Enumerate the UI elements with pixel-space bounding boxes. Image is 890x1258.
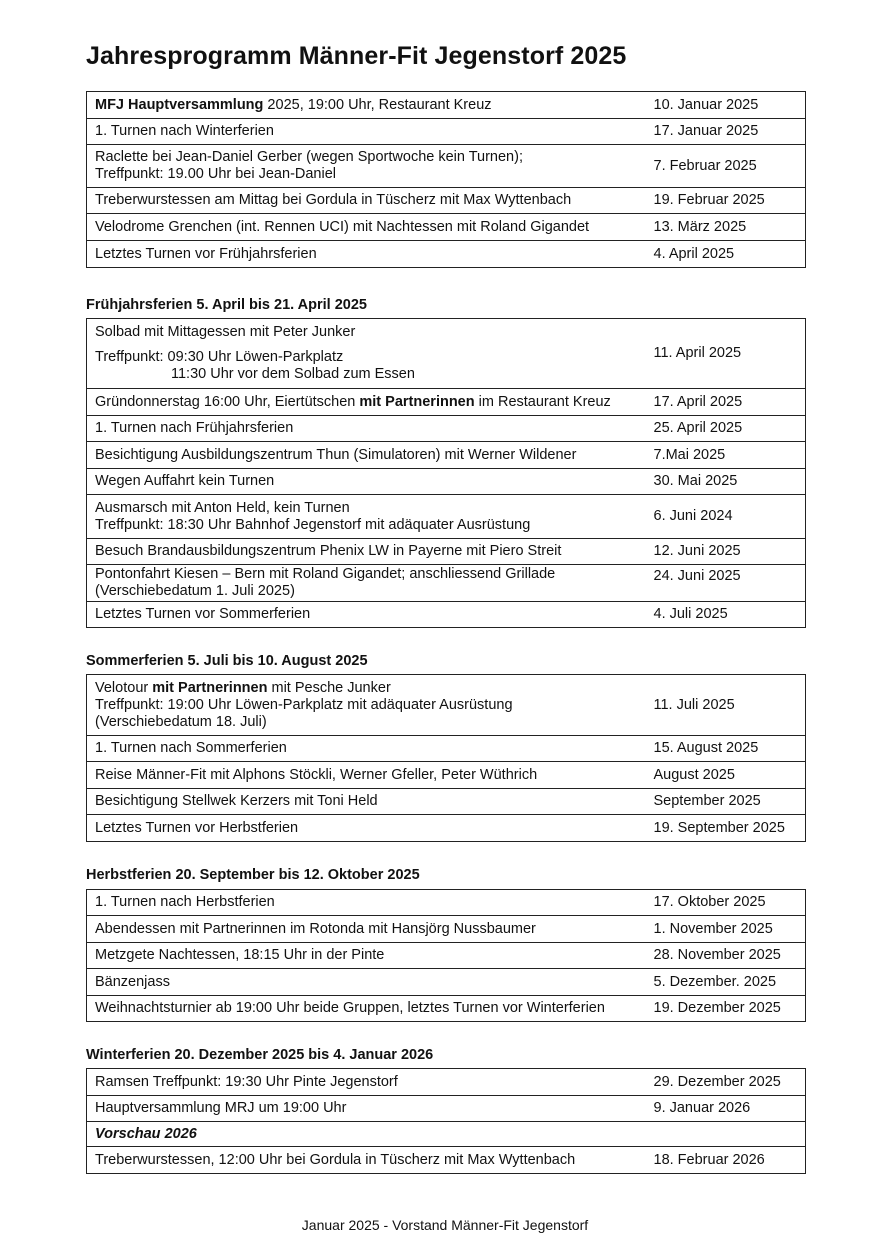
line-spacer <box>95 341 640 349</box>
event-detail: Gründonnerstag 16:00 Uhr, Eiertütschen <box>95 393 360 410</box>
preview-label-cell <box>87 1122 648 1147</box>
event-date: 13. März 2025 <box>648 214 806 241</box>
empty-date-cell <box>648 1122 806 1147</box>
table-row <box>87 996 806 1022</box>
event-description: 1. Turnen nach Frühjahrsferien <box>87 416 648 442</box>
event-line: 11:30 Uhr vor dem Solbad zum Essen <box>171 366 415 382</box>
event-description <box>87 145 648 188</box>
table-row <box>87 762 806 789</box>
event-description: Velodrome Grenchen (int. Rennen UCI) mit Nachtessen mit Roland Gigandet <box>87 214 648 241</box>
section-heading-fruehjahr: Frühjahrsferien 5. April bis 21. April 2025 <box>86 297 367 313</box>
table-row <box>87 469 806 495</box>
event-date: 19. Dezember 2025 <box>648 996 806 1022</box>
event-description <box>87 389 648 416</box>
event-date: 28. November 2025 <box>648 943 806 969</box>
table-row <box>87 119 806 145</box>
event-description: Besichtigung Stellwek Kerzers mit Toni Held <box>87 789 648 815</box>
event-highlight: mit Partnerinnen <box>152 679 268 696</box>
event-description: 1. Turnen nach Herbstferien <box>87 890 648 916</box>
event-line: (Verschiebedatum 18. Juli) <box>95 713 267 730</box>
table-row <box>87 565 806 602</box>
event-date: 4. April 2025 <box>648 241 806 268</box>
table-row <box>87 602 806 628</box>
event-date: 15. August 2025 <box>648 736 806 762</box>
event-date: 19. September 2025 <box>648 815 806 842</box>
table-row <box>87 969 806 996</box>
event-date: 29. Dezember 2025 <box>648 1069 806 1096</box>
event-description: Bänzenjass <box>87 969 648 996</box>
event-line: Raclette bei Jean-Daniel Gerber (wegen Sportwoche kein Turnen); <box>95 149 523 165</box>
event-detail: Velotour <box>95 679 153 696</box>
event-description: 1. Turnen nach Winterferien <box>87 119 648 145</box>
event-line <box>95 680 640 697</box>
event-line: (Verschiebedatum 1. Juli 2025) <box>95 583 295 599</box>
preview-label: Vorschau 2026 <box>95 1125 197 1142</box>
event-date: 25. April 2025 <box>648 416 806 442</box>
event-description: Weihnachtsturnier ab 19:00 Uhr beide Gruppen, letztes Turnen vor Winterferien <box>87 996 648 1022</box>
event-line: Treffpunkt: 19.00 Uhr bei Jean-Daniel <box>95 166 336 182</box>
event-description: Letztes Turnen vor Herbstferien <box>87 815 648 842</box>
event-description: Reise Männer-Fit mit Alphons Stöckli, Werner Gfeller, Peter Wüthrich <box>87 762 648 789</box>
schedule-table-herbst <box>86 889 806 1022</box>
event-date: 5. Dezember. 2025 <box>648 969 806 996</box>
event-description: Treberwurstessen am Mittag bei Gordula in Tüscherz mit Max Wyttenbach <box>87 188 648 214</box>
event-date: 7. Februar 2025 <box>648 145 806 188</box>
event-date: 24. Juni 2025 <box>648 565 806 602</box>
table-row <box>87 416 806 442</box>
event-date: 9. Januar 2026 <box>648 1096 806 1122</box>
table-row <box>87 145 806 188</box>
event-date: 10. Januar 2025 <box>648 92 806 119</box>
event-date: 6. Juni 2024 <box>648 495 806 539</box>
event-description: Abendessen mit Partnerinnen im Rotonda mit Hansjörg Nussbaumer <box>87 916 648 943</box>
table-row <box>87 1147 806 1174</box>
table-row <box>87 736 806 762</box>
table-row <box>87 916 806 943</box>
event-line: Treffpunkt: 09:30 Uhr Löwen-Parkplatz <box>95 349 344 365</box>
event-description: Treberwurstessen, 12:00 Uhr bei Gordula in Tüscherz mit Max Wyttenbach <box>87 1147 648 1174</box>
event-date: 12. Juni 2025 <box>648 539 806 565</box>
table-row <box>87 389 806 416</box>
document-title: Jahresprogramm Männer-Fit Jegenstorf 2025 <box>86 42 627 70</box>
table-row <box>87 943 806 969</box>
table-row <box>87 1122 806 1147</box>
event-date: 17. Oktober 2025 <box>648 890 806 916</box>
table-row <box>87 92 806 119</box>
table-row <box>87 1069 806 1096</box>
event-date: 11. April 2025 <box>648 319 806 389</box>
event-date: 11. Juli 2025 <box>648 675 806 736</box>
event-line: Solbad mit Mittagessen mit Peter Junker <box>95 324 356 340</box>
event-title-bold: MFJ Hauptversammlung <box>95 96 264 113</box>
table-row <box>87 890 806 916</box>
event-date: 17. Januar 2025 <box>648 119 806 145</box>
event-description <box>87 92 648 119</box>
event-description <box>87 675 648 736</box>
schedule-table-main <box>86 91 806 268</box>
section-heading-winter: Winterferien 20. Dezember 2025 bis 4. Januar 2026 <box>86 1047 434 1063</box>
event-description <box>87 495 648 539</box>
event-detail: 2025, 19:00 Uhr, Restaurant Kreuz <box>263 96 492 113</box>
event-description: Besichtigung Ausbildungszentrum Thun (Simulatoren) mit Werner Wildener <box>87 442 648 469</box>
section-heading-sommer: Sommerferien 5. Juli bis 10. August 2025 <box>86 653 368 669</box>
table-row <box>87 495 806 539</box>
event-line: Treffpunkt: 18:30 Uhr Bahnhof Jegenstorf mit adäquater Ausrüstung <box>95 516 531 533</box>
event-line: Pontonfahrt Kiesen – Bern mit Roland Gigandet; anschliessend Grillade <box>95 566 556 582</box>
table-row <box>87 539 806 565</box>
event-description: Ramsen Treffpunkt: 19:30 Uhr Pinte Jegenstorf <box>87 1069 648 1096</box>
event-description: Metzgete Nachtessen, 18:15 Uhr in der Pinte <box>87 943 648 969</box>
table-row <box>87 789 806 815</box>
schedule-table-fruehjahr <box>86 318 806 628</box>
event-date: 17. April 2025 <box>648 389 806 416</box>
table-row <box>87 188 806 214</box>
page-footer: Januar 2025 - Vorstand Männer-Fit Jegenstorf <box>301 1217 589 1233</box>
event-date: August 2025 <box>648 762 806 789</box>
event-description: Letztes Turnen vor Frühjahrsferien <box>87 241 648 268</box>
event-date: 7.Mai 2025 <box>648 442 806 469</box>
event-description: Letztes Turnen vor Sommerferien <box>87 602 648 628</box>
event-description: 1. Turnen nach Sommerferien <box>87 736 648 762</box>
event-date: September 2025 <box>648 789 806 815</box>
table-row <box>87 319 806 389</box>
event-description: Besuch Brandausbildungszentrum Phenix LW in Payerne mit Piero Streit <box>87 539 648 565</box>
event-highlight: mit Partnerinnen <box>359 393 475 410</box>
table-row <box>87 1096 806 1122</box>
section-heading-herbst: Herbstferien 20. September bis 12. Oktober 2025 <box>86 867 420 883</box>
table-row <box>87 214 806 241</box>
event-description: Wegen Auffahrt kein Turnen <box>87 469 648 495</box>
table-row <box>87 241 806 268</box>
event-detail: im Restaurant Kreuz <box>474 393 611 410</box>
schedule-table-sommer <box>86 674 806 842</box>
event-date: 18. Februar 2026 <box>648 1147 806 1174</box>
event-date: 1. November 2025 <box>648 916 806 943</box>
event-line: Ausmarsch mit Anton Held, kein Turnen <box>95 499 350 516</box>
table-row <box>87 815 806 842</box>
schedule-table-winter <box>86 1068 806 1174</box>
event-date: 4. Juli 2025 <box>648 602 806 628</box>
event-description <box>87 565 648 602</box>
event-detail: mit Pesche Junker <box>267 679 391 696</box>
event-date: 19. Februar 2025 <box>648 188 806 214</box>
table-row <box>87 675 806 736</box>
event-description: Hauptversammlung MRJ um 19:00 Uhr <box>87 1096 648 1122</box>
event-description <box>87 319 648 389</box>
event-date: 30. Mai 2025 <box>648 469 806 495</box>
event-line: Treffpunkt: 19:00 Uhr Löwen-Parkplatz mit adäquater Ausrüstung <box>95 696 513 713</box>
table-row <box>87 442 806 469</box>
